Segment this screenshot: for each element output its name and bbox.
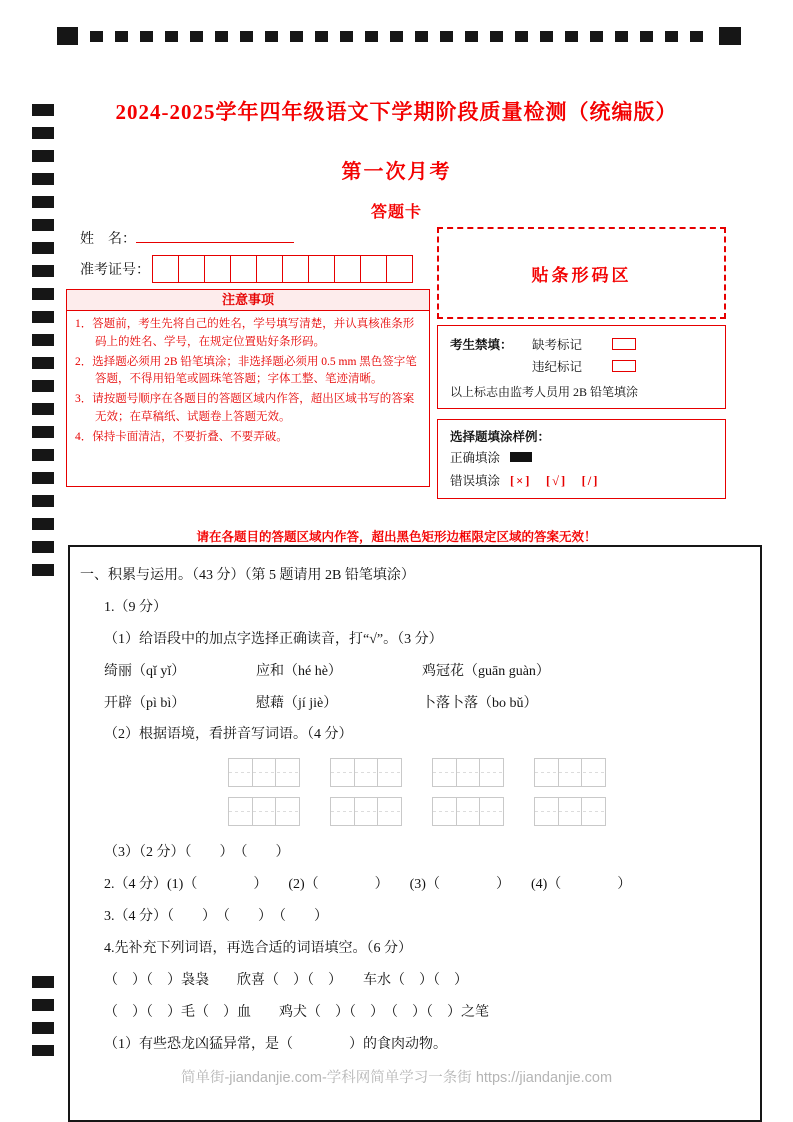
section1-heading: 一、积累与运用。（43 分）（第 5 题请用 2B 铅笔填涂） — [80, 568, 415, 583]
absent-mark-box[interactable] — [612, 338, 636, 350]
pinyin-answer-grid[interactable] — [534, 758, 606, 787]
violation-mark-row — [450, 357, 713, 375]
pinyin-answer-grid[interactable] — [330, 758, 402, 787]
timing-marks-left-lower — [32, 976, 54, 1056]
q4-fill-line: （ ）（ ）袅袅 欣喜（ ）（ ） 车水（ ）（ ） — [104, 972, 468, 988]
pinyin-word: 开辟（pì bì） — [104, 695, 186, 711]
notice-box — [66, 289, 430, 487]
name-label: 姓 名： — [80, 232, 136, 247]
barcode-label: 贴条形码区 — [531, 265, 632, 285]
violation-mark-label: 违纪标记 — [532, 360, 583, 374]
notice-body — [67, 311, 429, 454]
exam-number-box[interactable] — [308, 255, 335, 283]
exam-number-box[interactable] — [334, 255, 361, 283]
name-input-line[interactable] — [136, 229, 294, 243]
exam-number-label: 准考证号： — [80, 263, 150, 278]
pinyin-answer-grid[interactable] — [534, 797, 606, 826]
answer-area[interactable] — [68, 545, 762, 1122]
exam-number-box[interactable] — [360, 255, 387, 283]
forbidden-marks-box — [437, 325, 726, 409]
exam-number-box[interactable] — [256, 255, 283, 283]
wrong-fill-samples: [×] [√] [/] — [510, 474, 600, 488]
notice-item: 3．请按题号顺序在各题目的答题区域内作答，超出区域书写的答案无效；在草稿纸、试题卷上答题无效。 — [75, 393, 415, 424]
violation-mark-box[interactable] — [612, 360, 636, 372]
forbidden-note: 以上标志由监考人员用 2B 铅笔填涂 — [450, 385, 639, 399]
q1-2-text: （2）根据语境，看拼音写词语。（4 分） — [104, 727, 353, 743]
correct-fill-row — [450, 448, 713, 466]
name-row — [80, 228, 294, 248]
q1-1-text: （1）给语段中的加点字选择正确读音，打“√”。（3 分） — [104, 631, 443, 647]
timing-mark-top-right — [719, 27, 741, 45]
pinyin-word: 慰藉（jí jiè） — [256, 695, 338, 711]
forbidden-label: 考生禁填： — [450, 338, 513, 352]
wrong-fill-label: 错误填涂 — [450, 474, 501, 488]
exam-number-boxes — [153, 255, 413, 283]
correct-fill-sample — [510, 452, 532, 462]
fill-sample-box — [437, 419, 726, 499]
exam-number-box[interactable] — [204, 255, 231, 283]
q1-3-text: （3）（2 分）（ ） （ ） — [104, 845, 290, 861]
pinyin-answer-grid[interactable] — [330, 797, 402, 826]
absent-mark-label: 缺考标记 — [532, 338, 583, 352]
pinyin-choice-row — [104, 663, 750, 682]
exam-number-row — [80, 255, 413, 283]
pinyin-word: 卜落卜落（bo bǔ） — [422, 695, 538, 711]
q3-text: 3.（4 分）（ ） （ ） （ ） — [104, 909, 328, 925]
site-watermark: 简单街-jiandanjie.com-学科网简单学习一条街 https://jiandanjie.com — [180, 1070, 613, 1086]
pinyin-word: 绮丽（qǐ yǐ） — [104, 663, 186, 679]
q1-label: 1.（9 分） — [104, 599, 167, 615]
exam-number-box[interactable] — [282, 255, 309, 283]
pinyin-grid-row — [228, 797, 750, 826]
pinyin-choice-row — [104, 695, 750, 714]
correct-fill-label: 正确填涂 — [450, 451, 501, 465]
sheet-name: 答题卡 — [370, 204, 422, 221]
pinyin-word: 鸡冠花（guān guàn） — [422, 663, 550, 679]
notice-item: 2．选择题必须用 2B 铅笔填涂；非选择题必须用 0.5 mm 黑色签字笔答题，不得用铅笔或圆珠笔答题；字体工整、笔迹清晰。 — [75, 355, 417, 386]
pinyin-grid-row — [228, 758, 750, 787]
exam-number-box[interactable] — [386, 255, 413, 283]
exam-number-box[interactable] — [178, 255, 205, 283]
pinyin-answer-grid[interactable] — [228, 758, 300, 787]
answer-area-warning: 请在各题目的答题区域内作答，超出黑色矩形边框限定区域的答案无效！ — [196, 530, 597, 544]
pinyin-word: 应和（hé hè） — [256, 663, 342, 679]
exam-title: 2024-2025学年四年级语文下学期阶段质量检测（统编版） — [115, 100, 678, 124]
pinyin-answer-grid[interactable] — [432, 758, 504, 787]
notice-title: 注意事项 — [67, 290, 429, 311]
barcode-paste-area[interactable] — [437, 227, 726, 319]
pinyin-answer-grid[interactable] — [228, 797, 300, 826]
notice-item: 4．保持卡面清洁，不要折叠、不要弄破。 — [75, 430, 288, 443]
exam-number-box[interactable] — [230, 255, 257, 283]
q4-fill-line: （ ）（ ）毛（ ）血 鸡犬（ ）（ ） （ ）（ ）之笔 — [104, 1004, 489, 1020]
timing-marks-top — [90, 31, 710, 42]
q4-text: 4.先补充下列词语，再选合适的词语填空。（6 分） — [104, 941, 412, 957]
exam-number-box[interactable] — [152, 255, 179, 283]
q4-1-text: （1）有些恐龙凶猛异常，是（ ）的食肉动物。 — [104, 1036, 447, 1052]
q2-text: 2.（4 分）(1)（ ） (2)（ ） (3)（ ） (4)（ ） — [104, 877, 632, 893]
notice-item: 1．答题前，考生先将自己的姓名，学号填写清楚，并认真核准条形码上的姓名、学号，在规定位置贴好条形码。 — [75, 318, 415, 348]
pinyin-answer-grid[interactable] — [432, 797, 504, 826]
exam-subtitle: 第一次月考 — [341, 161, 452, 183]
absent-mark-row — [450, 335, 713, 353]
wrong-fill-row — [450, 471, 713, 489]
timing-mark-top-left — [57, 27, 78, 45]
sample-title: 选择题填涂样例： — [450, 430, 551, 444]
